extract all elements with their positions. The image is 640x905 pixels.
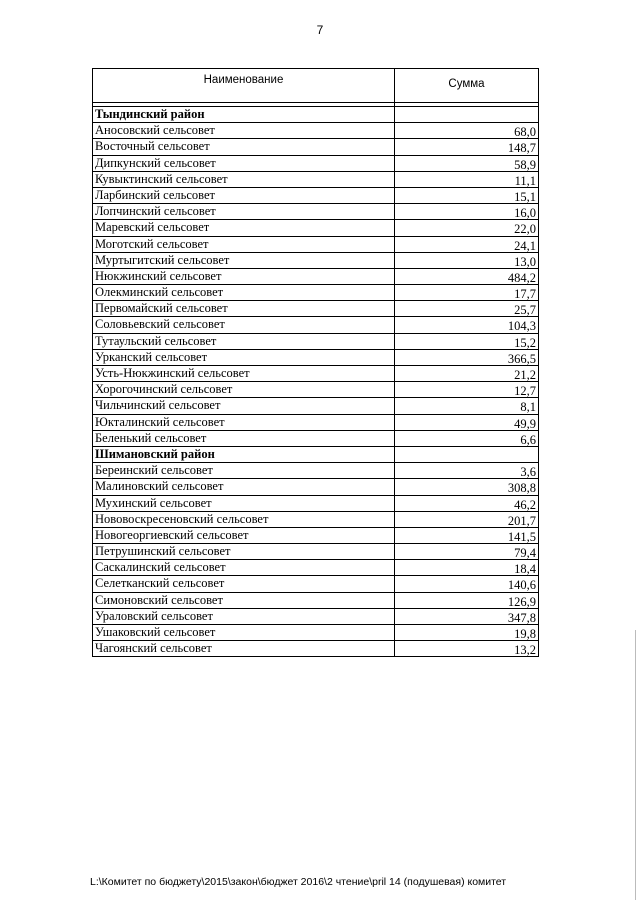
column-header-sum: Сумма — [395, 69, 539, 103]
table-row — [93, 204, 539, 220]
sum-cell: 19,8 — [395, 625, 539, 641]
table-row — [93, 576, 539, 592]
sum-cell: 49,9 — [395, 415, 539, 431]
table-row — [93, 123, 539, 139]
sum-cell: 366,5 — [395, 350, 539, 366]
region-name-cell: Тындинский район — [93, 107, 395, 123]
sum-cell: 347,8 — [395, 609, 539, 625]
settlement-name-cell: Аносовский сельсовет — [93, 123, 395, 139]
table-row — [93, 431, 539, 447]
table-row — [93, 479, 539, 495]
settlement-name-cell: Новогеоргиевский сельсовет — [93, 528, 395, 544]
settlement-name-cell: Нововоскресеновский сельсовет — [93, 512, 395, 528]
settlement-name-cell: Чильчинский сельсовет — [93, 398, 395, 414]
table-row — [93, 139, 539, 155]
table-row — [93, 463, 539, 479]
settlement-name-cell: Урканский сельсовет — [93, 350, 395, 366]
table-row — [93, 382, 539, 398]
region-row — [93, 107, 539, 123]
sum-cell: 13,2 — [395, 641, 539, 657]
table-row — [93, 496, 539, 512]
settlement-name-cell: Соловьевский сельсовет — [93, 317, 395, 333]
table-row — [93, 301, 539, 317]
settlement-name-cell: Муртыгитский сельсовет — [93, 253, 395, 269]
settlement-name-cell: Олекминский сельсовет — [93, 285, 395, 301]
sum-cell — [395, 447, 539, 463]
sum-cell: 484,2 — [395, 269, 539, 285]
budget-table — [92, 68, 539, 657]
file-path-footer: L:\Комитет по бюджету\2015\закон\бюджет 2016\2 чтение\pril 14 (подушевая) комитет — [90, 876, 507, 888]
sum-cell: 11,1 — [395, 172, 539, 188]
column-header-name: Наименование — [93, 69, 395, 103]
table-body — [93, 107, 539, 657]
table-row — [93, 593, 539, 609]
sum-cell: 12,7 — [395, 382, 539, 398]
sum-cell: 308,8 — [395, 479, 539, 495]
settlement-name-cell: Селетканский сельсовет — [93, 576, 395, 592]
settlement-name-cell: Ларбинский сельсовет — [93, 188, 395, 204]
settlement-name-cell: Петрушинский сельсовет — [93, 544, 395, 560]
settlement-name-cell: Нюкжинский сельсовет — [93, 269, 395, 285]
settlement-name-cell: Беленький сельсовет — [93, 431, 395, 447]
settlement-name-cell: Малиновский сельсовет — [93, 479, 395, 495]
table-row — [93, 609, 539, 625]
settlement-name-cell: Саскалинский сельсовет — [93, 560, 395, 576]
table-row — [93, 172, 539, 188]
settlement-name-cell: Чагоянский сельсовет — [93, 641, 395, 657]
settlement-name-cell: Кувыктинский сельсовет — [93, 172, 395, 188]
sum-cell: 16,0 — [395, 204, 539, 220]
sum-cell: 6,6 — [395, 431, 539, 447]
sum-cell: 46,2 — [395, 496, 539, 512]
settlement-name-cell: Моготский сельсовет — [93, 237, 395, 253]
sum-cell: 25,7 — [395, 301, 539, 317]
table-row — [93, 188, 539, 204]
sum-cell: 58,9 — [395, 156, 539, 172]
table-row — [93, 317, 539, 333]
table-row — [93, 285, 539, 301]
sum-cell: 24,1 — [395, 237, 539, 253]
table-row — [93, 641, 539, 657]
sum-cell: 18,4 — [395, 560, 539, 576]
page-number: 7 — [316, 23, 324, 37]
settlement-name-cell: Маревский сельсовет — [93, 220, 395, 236]
sum-cell: 148,7 — [395, 139, 539, 155]
sum-cell: 22,0 — [395, 220, 539, 236]
settlement-name-cell: Лопчинский сельсовет — [93, 204, 395, 220]
sum-cell: 3,6 — [395, 463, 539, 479]
region-name-cell: Шимановский район — [93, 447, 395, 463]
settlement-name-cell: Ураловский сельсовет — [93, 609, 395, 625]
settlement-name-cell: Хорогочинский сельсовет — [93, 382, 395, 398]
table-row — [93, 350, 539, 366]
scan-edge-line — [635, 630, 636, 900]
sum-cell: 68,0 — [395, 123, 539, 139]
sum-cell: 13,0 — [395, 253, 539, 269]
sum-cell: 8,1 — [395, 398, 539, 414]
sum-cell: 17,7 — [395, 285, 539, 301]
sum-cell: 104,3 — [395, 317, 539, 333]
settlement-name-cell: Мухинский сельсовет — [93, 496, 395, 512]
table-row — [93, 334, 539, 350]
table-row — [93, 528, 539, 544]
table-row — [93, 156, 539, 172]
settlement-name-cell: Юкталинский сельсовет — [93, 415, 395, 431]
settlement-name-cell: Первомайский сельсовет — [93, 301, 395, 317]
sum-cell: 140,6 — [395, 576, 539, 592]
sum-cell: 15,2 — [395, 334, 539, 350]
table-row — [93, 625, 539, 641]
sum-cell: 79,4 — [395, 544, 539, 560]
table-row — [93, 544, 539, 560]
table-header-row — [93, 69, 539, 103]
sum-cell: 201,7 — [395, 512, 539, 528]
table-row — [93, 560, 539, 576]
table-row — [93, 237, 539, 253]
settlement-name-cell: Тутаульский сельсовет — [93, 334, 395, 350]
settlement-name-cell: Симоновский сельсовет — [93, 593, 395, 609]
sum-cell: 15,1 — [395, 188, 539, 204]
table-row — [93, 269, 539, 285]
settlement-name-cell: Ушаковский сельсовет — [93, 625, 395, 641]
table-row — [93, 253, 539, 269]
settlement-name-cell: Береинский сельсовет — [93, 463, 395, 479]
settlement-name-cell: Усть-Нюкжинский сельсовет — [93, 366, 395, 382]
table-row — [93, 220, 539, 236]
sum-cell: 21,2 — [395, 366, 539, 382]
settlement-name-cell: Дипкунский сельсовет — [93, 156, 395, 172]
region-row — [93, 447, 539, 463]
sum-cell: 141,5 — [395, 528, 539, 544]
table-row — [93, 398, 539, 414]
table-row — [93, 415, 539, 431]
sum-cell — [395, 107, 539, 123]
table-row — [93, 512, 539, 528]
settlement-name-cell: Восточный сельсовет — [93, 139, 395, 155]
sum-cell: 126,9 — [395, 593, 539, 609]
table-row — [93, 366, 539, 382]
